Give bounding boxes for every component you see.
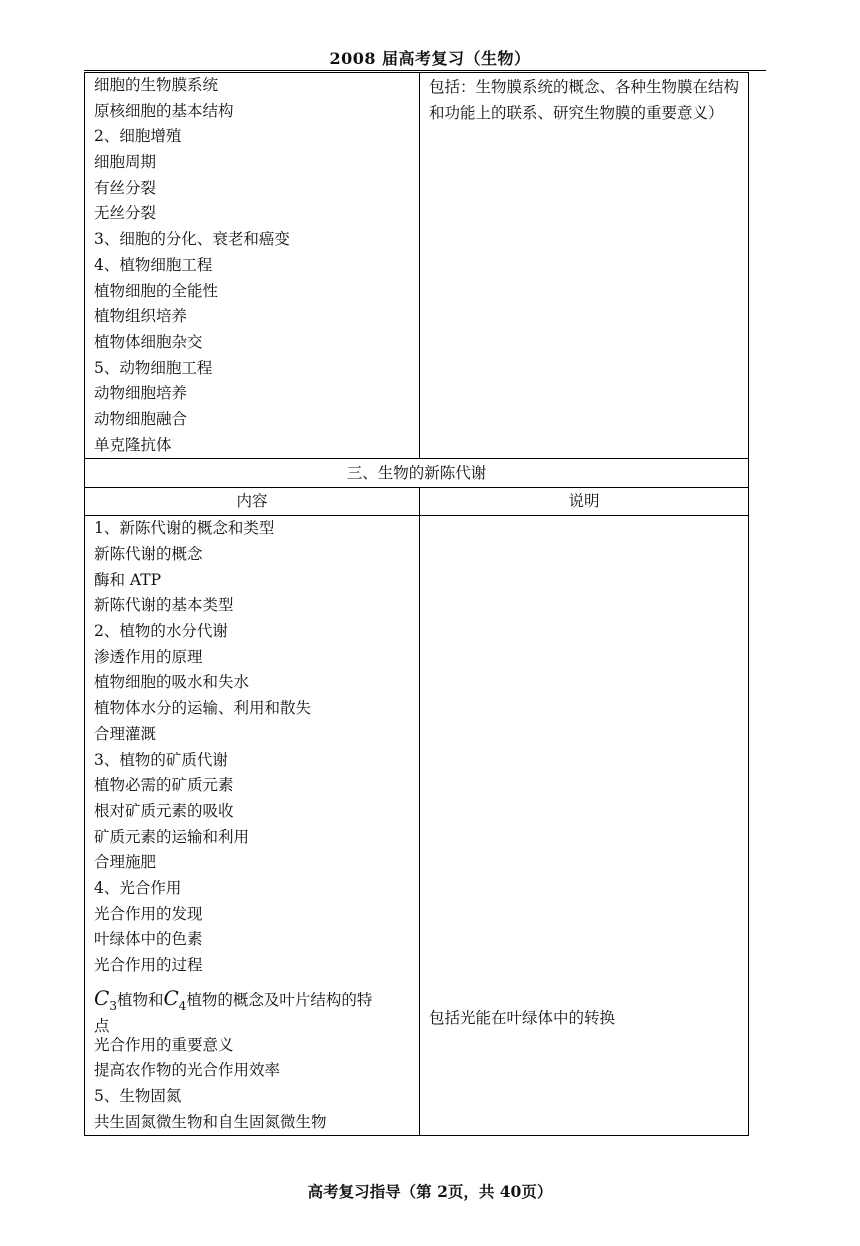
content-line-item: 光合作用的重要意义 [94, 1035, 234, 1054]
content-line-item: 新陈代谢的基本类型 [94, 596, 234, 615]
c3-c4-tail-text: 植物的概念及叶片结构的特 [186, 990, 373, 1009]
content-line-item: 有丝分裂 [94, 178, 157, 197]
content-line-item: 矿质元素的运输和利用 [94, 827, 250, 846]
section2-note: 包括：生物膜系统的概念、各种生物膜在结构和功能上的联系、研究生物膜的重要意义） [429, 78, 740, 122]
content-line-item: 渗透作用的原理 [94, 647, 203, 666]
column-header-content: 内容 [85, 488, 420, 516]
content-line-item: 植物细胞的全能性 [94, 281, 219, 300]
content-line-item: 植物细胞的吸水和失水 [94, 673, 250, 692]
header-rule [84, 70, 766, 71]
section3-note-cell [420, 516, 749, 1136]
content-line-item: 合理施肥 [94, 853, 157, 872]
content-line-item: 原核细胞的基本结构 [94, 101, 234, 120]
section2-content-cell [85, 73, 420, 459]
content-line-item: 4、光合作用 [94, 878, 182, 897]
content-line-item: 3、植物的矿质代谢 [94, 750, 228, 769]
content-line-item: 根对矿质元素的吸收 [94, 801, 234, 820]
content-line-item: 动物细胞培养 [94, 384, 188, 403]
c3-c4-plants-item [85, 979, 419, 1033]
column-header-note: 说明 [420, 488, 749, 516]
content-line-item: 单克隆抗体 [94, 435, 172, 454]
content-line-item: 细胞周期 [94, 153, 157, 172]
content-line-item: 共生固氮微生物和自生固氮微生物 [94, 1112, 327, 1131]
content-line-item: 无丝分裂 [94, 204, 157, 223]
content-line-item: 光合作用的过程 [94, 956, 203, 974]
section3-column-header-row [85, 488, 749, 516]
c3-c4-mid-text: 植物和 [116, 990, 164, 1009]
content-line-item: 提高农作物的光合作用效率 [94, 1061, 281, 1080]
content-line-item: 植物必需的矿质元素 [94, 776, 234, 795]
content-line-item: 4、植物细胞工程 [94, 255, 213, 274]
section3-row [85, 516, 749, 1136]
content-line-item: 1、新陈代谢的概念和类型 [94, 519, 275, 538]
content-line-item: 合理灌溉 [94, 724, 157, 743]
content-line-item: 2、细胞增殖 [94, 127, 182, 146]
content-line-item: 3、细胞的分化、衰老和癌变 [94, 230, 290, 249]
content-line-item: 光合作用的发现 [94, 904, 203, 923]
content-line-item: 植物体水分的运输、利用和散失 [94, 699, 312, 718]
content-line-item: 植物体细胞杂交 [94, 332, 203, 351]
content-line-item: 2、植物的水分代谢 [94, 622, 228, 641]
c3-c4-line [94, 981, 419, 1015]
content-line-item: 5、动物细胞工程 [94, 358, 213, 377]
section3-content-list-b [85, 1033, 419, 1136]
section2-row [85, 73, 749, 459]
c3-c4-wrap-line: 点 [94, 1016, 110, 1035]
section2-content-list [85, 73, 419, 458]
section3-content-cell [85, 516, 420, 1136]
content-line-item: 5、生物固氮 [94, 1087, 182, 1106]
content-line-item: 细胞的生物膜系统 [94, 76, 219, 94]
section3-title: 三、生物的新陈代谢 [85, 459, 749, 488]
content-line-item: 新陈代谢的概念 [94, 545, 203, 563]
content-line-item: 植物组织培养 [94, 307, 188, 326]
section3-note: 包括光能在叶绿体中的转换 [429, 1009, 616, 1028]
content-line-item: 动物细胞融合 [94, 409, 188, 428]
content-line-item: 酶和 ATP [94, 570, 162, 589]
section3-content-list-a [85, 516, 419, 978]
page-header-title: 2008 届高考复习（生物） [329, 49, 531, 68]
c4-symbol: $C_4$ [163, 985, 187, 1013]
syllabus-table [84, 72, 749, 1136]
section2-note-cell [420, 73, 749, 459]
c3-symbol: $C_3$ [94, 985, 117, 1013]
page-footer: 高考复习指导（第 2页，共 40页） [307, 1182, 553, 1201]
content-line-item: 叶绿体中的色素 [94, 930, 203, 949]
section3-title-row [85, 459, 749, 488]
